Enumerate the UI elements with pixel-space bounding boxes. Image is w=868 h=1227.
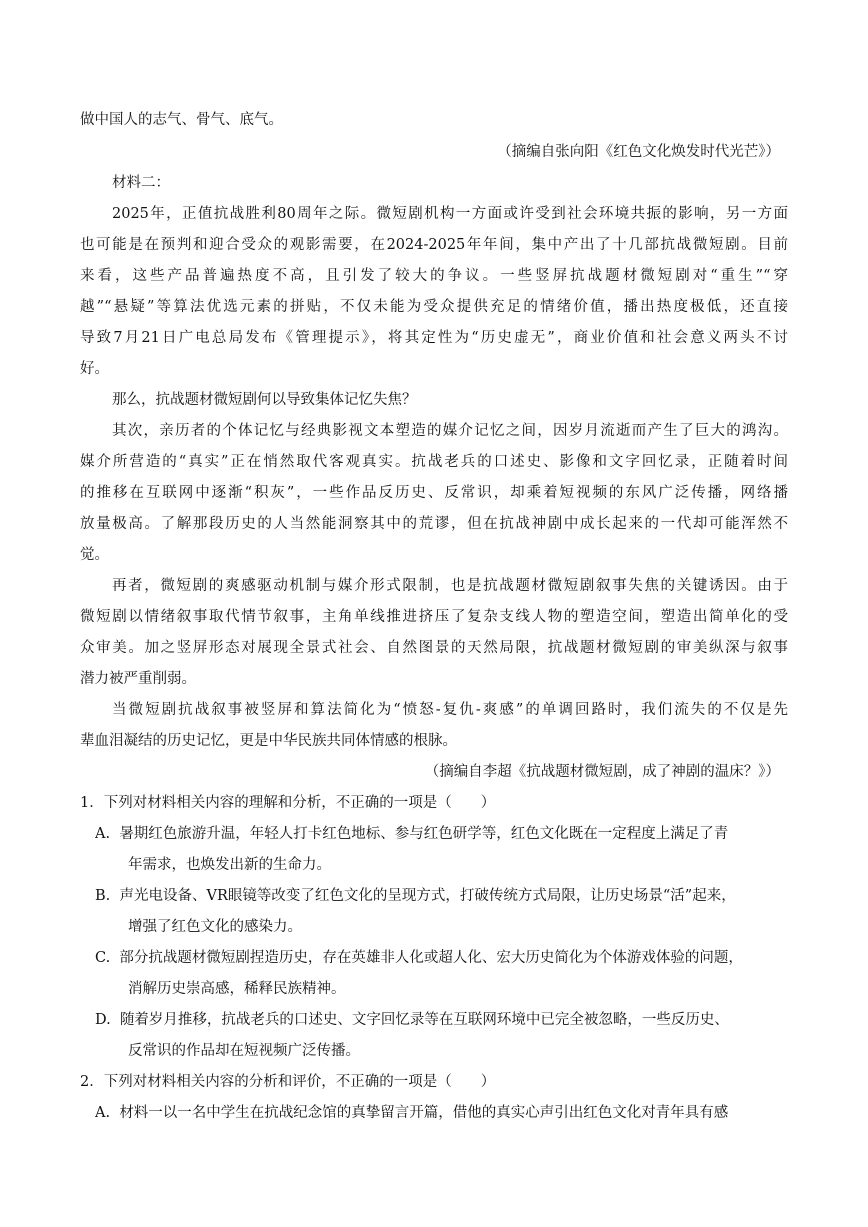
option-text: 随着岁月推移，抗战老兵的口述史、文字回忆录等在互联网环境中已完全被忽略，一些反历史、 [119, 1012, 729, 1028]
material1-tail: 做中国人的志气、骨气、底气。 [80, 112, 283, 128]
source-citation-1: （摘编自张向阳《红色文化焕发时代光芒》） [497, 144, 780, 160]
paragraph-question-line: 那么，抗战题材微短剧何以导致集体记忆失焦？ [112, 392, 417, 408]
question-1-option-a[interactable] [95, 824, 788, 844]
option-label: A. [95, 1105, 111, 1121]
paragraph-line: 其次，亲历者的个体记忆与经典影视文本塑造的媒介记忆之间，因岁月流逝而产生了巨大的鸿沟。 [112, 423, 788, 439]
paragraph-line: 潜力被严重削弱。 [80, 671, 196, 687]
paragraph-line: 众审美。加之竖屏形态对展现全景式社会、自然图景的天然局限，抗战题材微短剧的审美纵深与叙事 [80, 640, 788, 656]
paragraph-line: 微短剧以情绪叙事取代情节叙事，主角单线推进挤压了复杂支线人物的塑造空间，塑造出简单化的受 [80, 609, 788, 625]
paragraph-line: 2025年，正值抗战胜利80周年之际。微短剧机构一方面或许受到社会环境共振的影响，另一方面 [112, 206, 788, 222]
option-text: 材料一以一名中学生在抗战纪念馆的真挚留言开篇，借他的真实心声引出红色文化对青年具有感 [119, 1105, 729, 1121]
option-text: 部分抗战题材微短剧捏造历史，存在英雄非人化或超人化、宏大历史简化为个体游戏体验的问题， [119, 950, 743, 966]
paragraph-line: 媒介所营造的“真实”正在悄然取代客观真实。抗战老兵的口述史、影像和文字回忆录，正随着时间 [80, 454, 788, 470]
paragraph-line: 越”“悬疑”等算法优选元素的拼贴，不仅未能为受众提供充足的情绪价值，播出热度极低，还直接 [80, 299, 788, 315]
option-text: 暑期红色旅游升温，年轻人打卡红色地标、参与红色研学等，红色文化既在一定程度上满足了青 [119, 826, 729, 842]
option-text-cont: 消解历史崇高感，稀释民族精神。 [128, 981, 346, 997]
question-1-option-c[interactable] [95, 948, 788, 968]
option-label: D. [95, 1012, 111, 1028]
question-2-stem: 2．下列对材料相关内容的分析和评价，不正确的一项是（ ） [80, 1074, 496, 1090]
option-label: C. [95, 950, 111, 966]
option-text-cont: 增强了红色文化的感染力。 [128, 919, 302, 935]
option-label: B. [95, 888, 111, 904]
paragraph-line: 觉。 [80, 547, 109, 563]
material2-label: 材料二： [112, 175, 170, 191]
option-text: 声光电设备、VR眼镜等改变了红色文化的呈现方式，打破传统方式局限，让历史场景“活”起来， [119, 888, 736, 904]
question-1-stem: 1．下列对材料相关内容的理解和分析，不正确的一项是（ ） [80, 795, 496, 811]
paragraph-line: 再者，微短剧的爽感驱动机制与媒介形式限制，也是抗战题材微短剧叙事失焦的关键诱因。由于 [112, 578, 788, 594]
question-1-option-b[interactable] [95, 886, 788, 906]
paragraph-line: 辈血泪凝结的历史记忆，更是中华民族共同体情感的根脉。 [80, 733, 457, 749]
source-citation-2: （摘编自李超《抗战题材微短剧，成了神剧的温床？》） [424, 764, 780, 780]
paragraph-line: 来看，这些产品普遍热度不高，且引发了较大的争议。一些竖屏抗战题材微短剧对“重生”“穿 [80, 268, 788, 284]
option-text-cont: 反常识的作品却在短视频广泛传播。 [128, 1043, 360, 1059]
paragraph-line: 也可能是在预判和迎合受众的观影需要，在2024-2025年年间，集中产出了十几部抗战微短剧。目前 [80, 237, 788, 253]
paragraph-line: 的推移在互联网中逐渐“积灰”，一些作品反历史、反常识，却乘着短视频的东风广泛传播，网络播 [80, 485, 788, 501]
paragraph-line: 当微短剧抗战叙事被竖屏和算法简化为“愤怒-复仇-爽感”的单调回路时，我们流失的不仅是先 [112, 702, 788, 718]
paragraph-line: 导致7月21日广电总局发布《管理提示》，将其定性为“历史虚无”，商业价值和社会意义两头不讨 [80, 330, 788, 346]
option-text-cont: 年需求，也焕发出新的生命力。 [128, 857, 331, 873]
paragraph-line: 放量极高。了解那段历史的人当然能洞察其中的荒谬，但在抗战神剧中成长起来的一代却可能浑然不 [80, 516, 788, 532]
question-1-option-d[interactable] [95, 1010, 788, 1030]
paragraph-line: 好。 [80, 361, 109, 377]
question-2-option-a[interactable] [95, 1103, 788, 1123]
option-label: A. [95, 826, 111, 842]
